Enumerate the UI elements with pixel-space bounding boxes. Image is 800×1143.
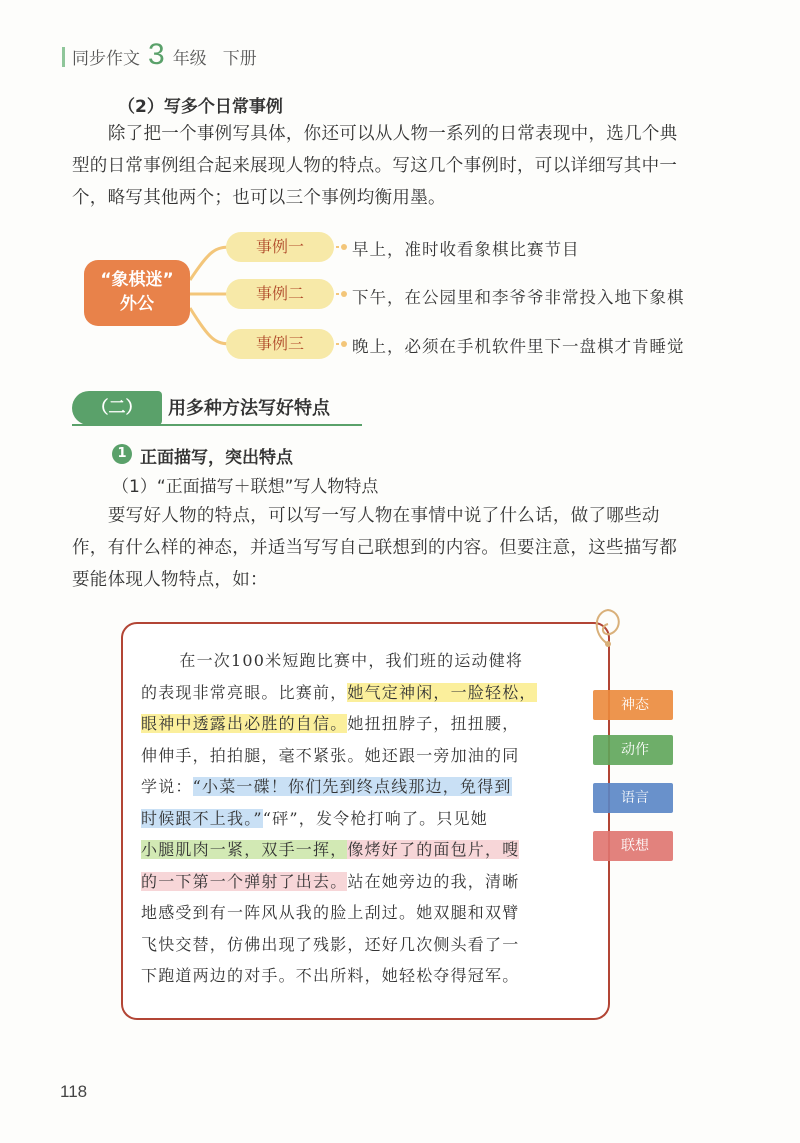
highlight-expression: 她气定神闲，一脸轻松， [347, 682, 537, 702]
grade-number: 3 [148, 38, 165, 71]
passage-line [141, 740, 601, 772]
point-title: 正面描写，突出特点 [140, 448, 293, 468]
example-three-label: 事例三 [226, 329, 334, 359]
volume-label: 下册 [222, 49, 257, 69]
tag-speech: 语言 [593, 783, 673, 813]
highlight-speech: “小菜一碟！你们先到终点线那边，免得到 [192, 777, 512, 796]
passage-text: “砰”，发令枪打响了。只见她 [262, 808, 488, 828]
passage-line: 在一次100米短跑比赛中，我们班的运动健将 [179, 651, 524, 670]
string-loop-icon [588, 604, 628, 648]
center-line: 外公 [120, 294, 154, 314]
intro-line: 型的日常事例组合起来展现人物的特点。写这几个事例时，可以详细写其中一 [72, 156, 678, 176]
passage-line [141, 834, 601, 866]
passage-text: 她扭扭脖子，扭扭腰， [347, 714, 520, 733]
passage-line [141, 771, 601, 803]
explain-paragraph [72, 500, 762, 596]
point-number-badge: 1 [112, 444, 132, 464]
tag-expression: 神态 [593, 690, 673, 720]
mind-map-center [84, 260, 190, 326]
passage-text: 学说： [141, 777, 193, 796]
subhead-multiple-examples: （2）写多个日常事例 [118, 97, 283, 117]
page-number: 118 [60, 1082, 88, 1101]
subhead-front-description: （1）“正面描写＋联想”写人物特点 [112, 477, 379, 497]
explain-line: 要写好人物的特点，可以写一写人物在事情中说了什么话，做了哪些动 [107, 506, 660, 526]
explain-line: 要能体现人物特点，如： [72, 570, 268, 590]
section-title: 用多种方法写好特点 [168, 398, 330, 419]
passage-line [141, 677, 601, 709]
highlight-expression: 眼神中透露出必胜的自信。 [141, 714, 348, 733]
highlight-speech: 时候跟不上我。” [141, 808, 263, 828]
book-series-title: 同步作文 [72, 49, 140, 69]
passage-line: 下跑道两边的对手。不出所料，她轻松夺得冠军。 [141, 966, 520, 985]
grade-label: 年级 [172, 49, 207, 69]
passage-line [141, 803, 601, 835]
highlight-association: 像烤好了的面包片，嗖 [347, 840, 520, 859]
passage-line [141, 708, 601, 740]
explain-line: 作，有什么样的神态，并适当写写自己联想到的内容。但要注意，这些描写都 [72, 538, 678, 558]
passage-text: 的表现非常亮眼。比赛前， [141, 682, 348, 702]
example-two-text: 下午，在公园里和李爷爷非常投入地下象棋 [352, 288, 685, 307]
passage-text: 站在她旁边的我，清晰 [347, 871, 520, 891]
passage-text: 伸伸手，拍拍腿，毫不紧张。 [141, 745, 365, 765]
passage-line [141, 866, 601, 898]
intro-line: 个，略写其他两个；也可以三个事例均衡用墨。 [72, 188, 446, 208]
intro-line: 除了把一个事例写具体，你还可以从人物一系列的日常表现中，选几个典 [107, 124, 678, 144]
passage-line: 地感受到有一阵风从我的脸上刮过。她双腿和双臂 [141, 903, 520, 922]
example-two-label: 事例二 [226, 279, 334, 309]
center-line: “象棋迷” [100, 270, 174, 290]
passage-text: 她还跟一旁加油的同 [364, 745, 520, 765]
highlight-association: 的一下第一个弹射了出去。 [141, 871, 348, 891]
tag-action: 动作 [593, 735, 673, 765]
example-three-text: 晚上，必须在手机软件里下一盘棋才肯睡觉 [352, 337, 685, 356]
section-underline [72, 424, 362, 426]
tag-association: 联想 [593, 831, 673, 861]
example-one-text: 早上，准时收看象棋比赛节目 [352, 240, 580, 259]
passage-line: 飞快交替，仿佛出现了残影，还好几次侧头看了一 [141, 934, 520, 954]
example-one-label: 事例一 [226, 232, 334, 262]
highlight-action: 小腿肌肉一紧，双手一挥， [141, 840, 348, 859]
section-number-pill: （二） [72, 391, 162, 425]
example-passage [141, 645, 601, 992]
